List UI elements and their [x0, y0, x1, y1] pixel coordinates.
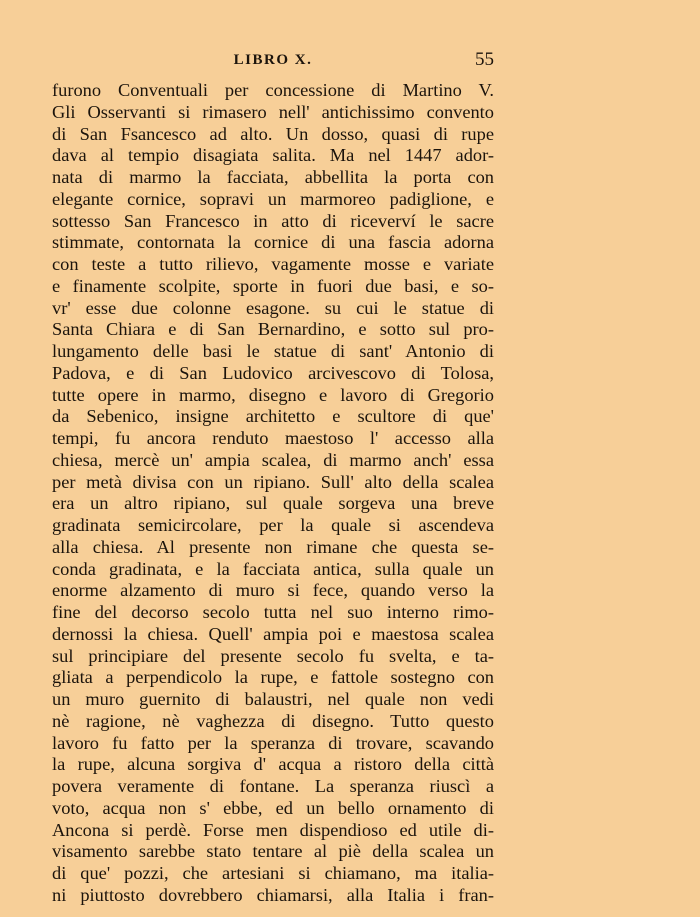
text-line: e finamente scolpite, sporte in fuori due basi, e so-	[52, 275, 494, 296]
text-line: tutte opere in marmo, disegno e lavoro di Gregorio	[52, 384, 494, 405]
text-line: con teste a tutto rilievo, vagamente mosse e variate	[52, 254, 494, 274]
text-line: voto, acqua non s' ebbe, ed un bello ornamento di	[52, 797, 494, 818]
body-text	[52, 80, 494, 907]
text-line: tempi, fu ancora renduto maestoso l' accesso alla	[52, 428, 494, 448]
text-line: lungamento delle basi le statue di sant' Antonio di	[52, 341, 494, 361]
text-line: di San Fsancesco ad alto. Un dosso, quasi di rupe	[52, 123, 494, 144]
text-line: vr' esse due colonne esagone. su cui le statue di	[52, 297, 494, 318]
text-line: conda gradinata, e la facciata antica, sulla quale un	[52, 558, 494, 579]
text-line: sul principiare del presente secolo fu svelta, e ta-	[52, 645, 494, 666]
running-header	[52, 49, 494, 73]
text-line: furono Conventuali per concessione di Martino V.	[52, 80, 494, 100]
text-line: elegante cornice, sopravi un marmoreo padiglione, e	[52, 188, 494, 209]
text-line: fine del decorso secolo tutta nel suo interno rimo-	[52, 602, 494, 622]
text-line: era un altro ripiano, sul quale sorgeva una breve	[52, 493, 494, 514]
text-line: da Sebenico, insigne architetto e scultore di que'	[52, 406, 494, 427]
text-line: Santa Chiara e di San Bernardino, e sotto sul pro-	[52, 319, 494, 340]
page-number: 55	[475, 49, 494, 70]
text-line: lavoro fu fatto per la speranza di trovare, scavando	[52, 732, 494, 753]
text-line: dava al tempio disagiata salita. Ma nel 1447 ador-	[52, 145, 494, 166]
text-line: Padova, e di San Ludovico arcivescovo di Tolosa,	[52, 362, 494, 383]
text-line: di que' pozzi, che artesiani si chiamano, ma italia-	[52, 863, 494, 883]
text-line: nata di marmo la facciata, abbellita la porta con	[52, 167, 494, 187]
text-line: alla chiesa. Al presente non rimane che questa se-	[52, 536, 494, 557]
text-line: chiesa, mercè un' ampia scalea, di marmo anch' essa	[52, 449, 494, 470]
text-line: la rupe, alcuna sorgiva d' acqua a ristoro della città	[52, 754, 494, 775]
text-line: Ancona si perdè. Forse men dispendioso ed utile di-	[52, 819, 494, 840]
text-line: gradinata semicircolare, per la quale si ascendeva	[52, 515, 494, 535]
text-line: per metà divisa con un ripiano. Sull' alto della scalea	[52, 471, 494, 492]
text-line: Gli Osservanti si rimasero nell' antichissimo convento	[52, 101, 494, 122]
text-line: enorme alzamento di muro si fece, quando verso la	[52, 580, 494, 601]
text-line: nè ragione, nè vaghezza di disegno. Tutto questo	[52, 710, 494, 731]
text-line: un muro guernito di balaustri, nel quale non vedi	[52, 689, 494, 709]
text-line: sottesso San Francesco in atto di riceverví le sacre	[52, 210, 494, 231]
text-line: gliata a perpendicolo la rupe, e fattole sostegno con	[52, 667, 494, 688]
text-line: visamento sarebbe stato tentare al piè della scalea un	[52, 841, 494, 862]
text-line: ni piuttosto dovrebbero chiamarsi, alla Italia i fran-	[52, 884, 494, 905]
text-line: stimmate, contornata la cornice di una fascia adorna	[52, 232, 494, 253]
text-line: dernossi la chiesa. Quell' ampia poi e maestosa scalea	[52, 623, 494, 644]
chapter-title: LIBRO X.	[233, 52, 313, 68]
text-line: povera veramente di fontane. La speranza riuscì a	[52, 776, 494, 796]
